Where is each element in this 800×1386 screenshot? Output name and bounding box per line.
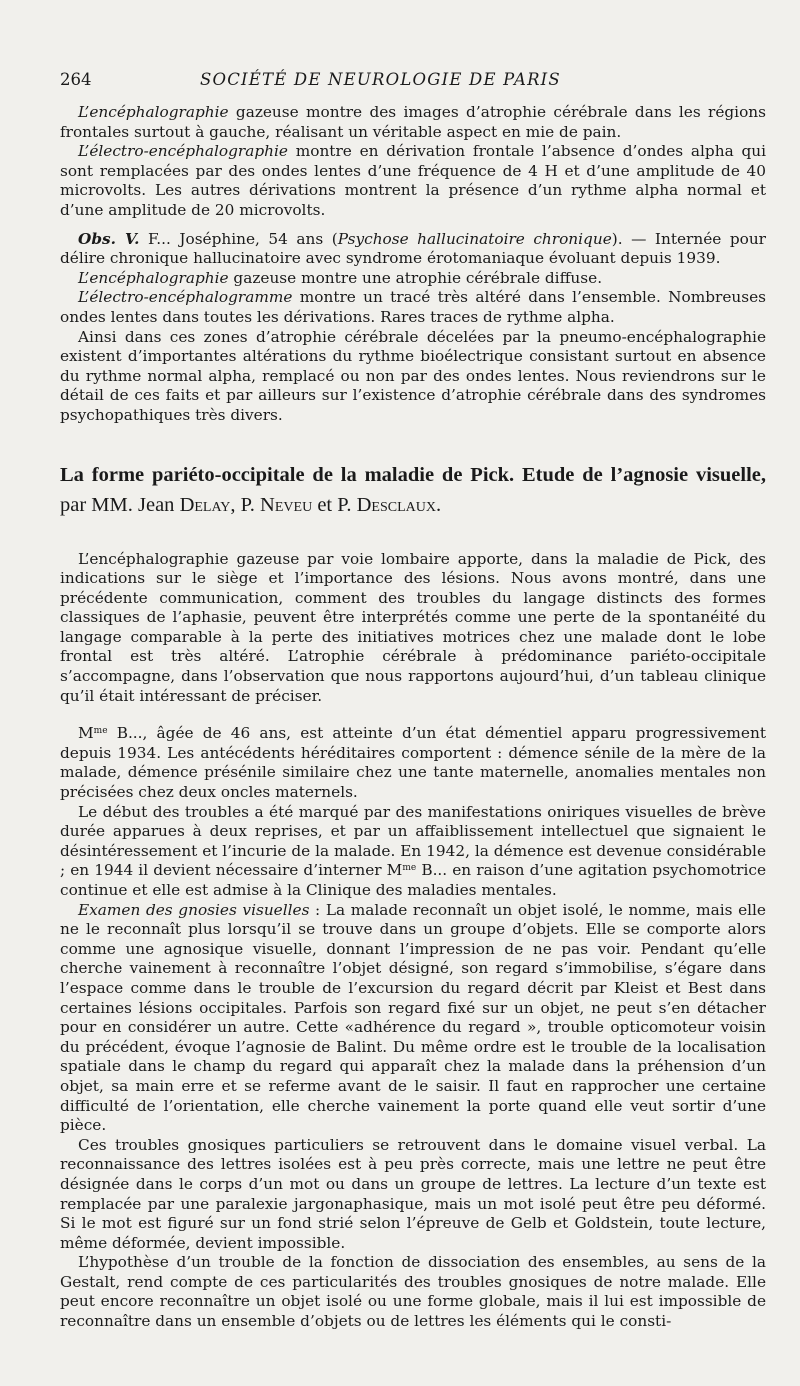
observation-text: ). — Internée pour délire chronique hallucinatoire avec syndrome érotomaniaque évoluant depuis 1939. <box>60 229 766 268</box>
author-neveu: Neveu <box>260 493 313 516</box>
paragraph-text: montre en dérivation frontale l’absence d’ondes alpha qui sont remplacées par des ondes lentes d’une fréquence de 4 H et d’une amplitude de 40 microvolts. Les autres dérivations montrent la présence d’un rythme alpha normal et d’une amplitude de 20 microvolts. <box>60 142 766 219</box>
paragraph-obs-eeg <box>60 288 766 327</box>
case-text: B..., âgée de 46 ans, est atteinte d’un état démentiel apparu progressivement depuis 1934. Les antécédents héréditaires comportent : démence sénile de la mère de la malade, démence présénile similaire chez une tante maternelle, anomalies mentales non précisées chez deux oncles maternels. <box>60 724 766 802</box>
paragraph-gestalt: L’hypothèse d’un trouble de la fonction de dissociation des ensembles, au sens de la Gestalt, rend compte de ces particularités des troubles gnosiques de notre malade. Elle peut encore reconnaître un objet isolé ou une forme globale, mais il lui est impossible de reconnaître dans un ensemble d’objets ou de lettres les éléments qui le consti- <box>60 1253 766 1331</box>
observation-label: Obs. V. <box>78 229 140 248</box>
paragraph-intro: L’encéphalographie gazeuse par voie lombaire apporte, dans la maladie de Pick, des indications sur le siège et l’importance des lésions. Nous avons montré, dans une précédente communication, comment des troubles du langage distincts des formes classiques de l’aphasie, peuvent être interprétés comme une perte de la spontanéité du langage comparable à la perte des initiatives motrices chez une malade dont le lobe frontal est très altéré. L’atrophie cérébrale à prédominance pariéto-occipitale s’accompagne, dans l’observation que nous rapportons aujourd’hui, d’un tableau clinique qu’il était intéressant de préciser. <box>60 549 766 705</box>
page-number: 264 <box>60 70 92 89</box>
paragraph-exam <box>60 901 766 1136</box>
course-sup: me <box>402 863 417 874</box>
author-line <box>60 494 441 516</box>
author-sep: et P. <box>312 493 357 516</box>
page-header <box>60 70 766 89</box>
paragraph-encephalography <box>60 103 766 142</box>
paragraph-lead: L’électro-encéphalographie <box>78 142 288 161</box>
paragraph-text: gazeuse montre une atrophie cérébrale diffuse. <box>228 268 603 287</box>
paragraph-case <box>60 724 766 802</box>
author-sep: , P. <box>230 493 261 516</box>
paragraph-verbal: Ces troubles gnosiques particuliers se retrouvent dans le domaine visuel verbal. La reconnaissance des lettres isolées est à peu près correcte, mais une lettre ne peut être désignée dans le corps d’un mot ou dans un groupe de lettres. La lecture d’un texte est remplacée par une paralexie jargonaphasique, mais un mot isolé peut être peu déformé. Si le mot est figuré sur un fond strié selon l’épreuve de Gelb et Goldstein, toute lecture, même déformée, devient impossible. <box>60 1135 766 1252</box>
author-desclaux: Desclaux <box>356 493 436 516</box>
observation-text: F... Joséphine, 54 ans ( <box>139 229 338 248</box>
paragraph-text: gazeuse montre des images d’atrophie cérébrale dans les régions frontales surtout à gauche, réalisant un véritable aspect en mie de pain. <box>60 103 766 141</box>
paragraph-text: montre un tracé très altéré dans l’ensemble. Nombreuses ondes lentes dans toutes les dérivations. Rares traces de rythme alpha. <box>60 288 766 326</box>
course-text: Le début des troubles a été marqué par des manifestations oniriques visuelles de brève durée apparues à deux reprises, et par un affaiblissement intellectuel que signaient le désintéressement et l’incurie de la malade. En 1942, la démence est devenue considérable ; en 1944 il devient nécessaire d’interner M <box>60 802 766 880</box>
author-delay: Delay <box>179 493 231 516</box>
paragraph-lead: L’encéphalographie <box>78 268 229 287</box>
section-title-text: La forme pariéto-occipitale de la maladie de Pick. Etude de l’agnosie visuelle, <box>60 463 766 486</box>
paragraph-obs-encephalography <box>60 269 766 289</box>
case-title-sup: me <box>93 726 108 737</box>
running-head: SOCIÉTÉ DE NEUROLOGIE DE PARIS <box>200 70 561 89</box>
paragraph-course <box>60 803 766 901</box>
author-end: . <box>436 493 442 516</box>
paragraph-eeg <box>60 142 766 220</box>
observation-paragraph <box>60 230 766 269</box>
author-prefix: par MM. Jean <box>60 493 180 516</box>
paragraph-lead: L’électro-encéphalogramme <box>78 288 293 307</box>
course-text: B... en raison d’une agitation psychomotrice continue et elle est admise à la Clinique des maladies mentales. <box>60 861 767 899</box>
paragraph-lead: L’encéphalographie <box>78 103 229 121</box>
paragraph-conclusion: Ainsi dans ces zones d’atrophie cérébrale décelées par la pneumo-encéphalographie existent d’importantes altérations du rythme bioélectrique consistant surtout en absence du rythme normal alpha, remplacé ou non par des ondes lentes. Nous reviendrons sur le détail de ces faits et par ailleurs sur l’existence d’atrophie cérébrale dans des syndromes psychopathiques très divers. <box>60 327 766 424</box>
section-title <box>60 460 766 520</box>
paragraph-lead: Examen des gnosies visuelles <box>78 900 310 919</box>
paragraph-text: : La malade reconnaît un objet isolé, le nomme, mais elle ne le reconnaît plus lorsqu’il se trouve dans un groupe d’objets. Elle se comporte alors comme une agnosique visuelle, donnant l’impression de ne pas voir. Pendant qu’elle cherche vainement à reconnaître l’objet désigné, son regard s’immobilise, s’égare dans l’espace comme dans le trouble de l’excursion du regard décrit par Kleist et Best dans certaines lésions occipitales. Parfois son regard fixé sur un objet, ne peut s’en détacher pour en considérer un autre. Cette «adhérence du regard », trouble opticomoteur voisin du précédent, évoque l’agnosie de Balint. Du même ordre est le trouble de la localisation spatiale dans le champ du regard qui apparaît chez la malade dans la préhension d’un objet, sa main erre et se referme avant de le saisir. Il faut en rapprocher une certaine difficulté de l’orientation, elle cherche vainement la porte quand elle veut sortir d’une pièce. <box>60 900 766 1135</box>
observation-diagnosis: Psychose hallucinatoire chronique <box>337 229 612 248</box>
case-title: M <box>78 724 94 743</box>
paragraph-spacer <box>60 706 766 724</box>
